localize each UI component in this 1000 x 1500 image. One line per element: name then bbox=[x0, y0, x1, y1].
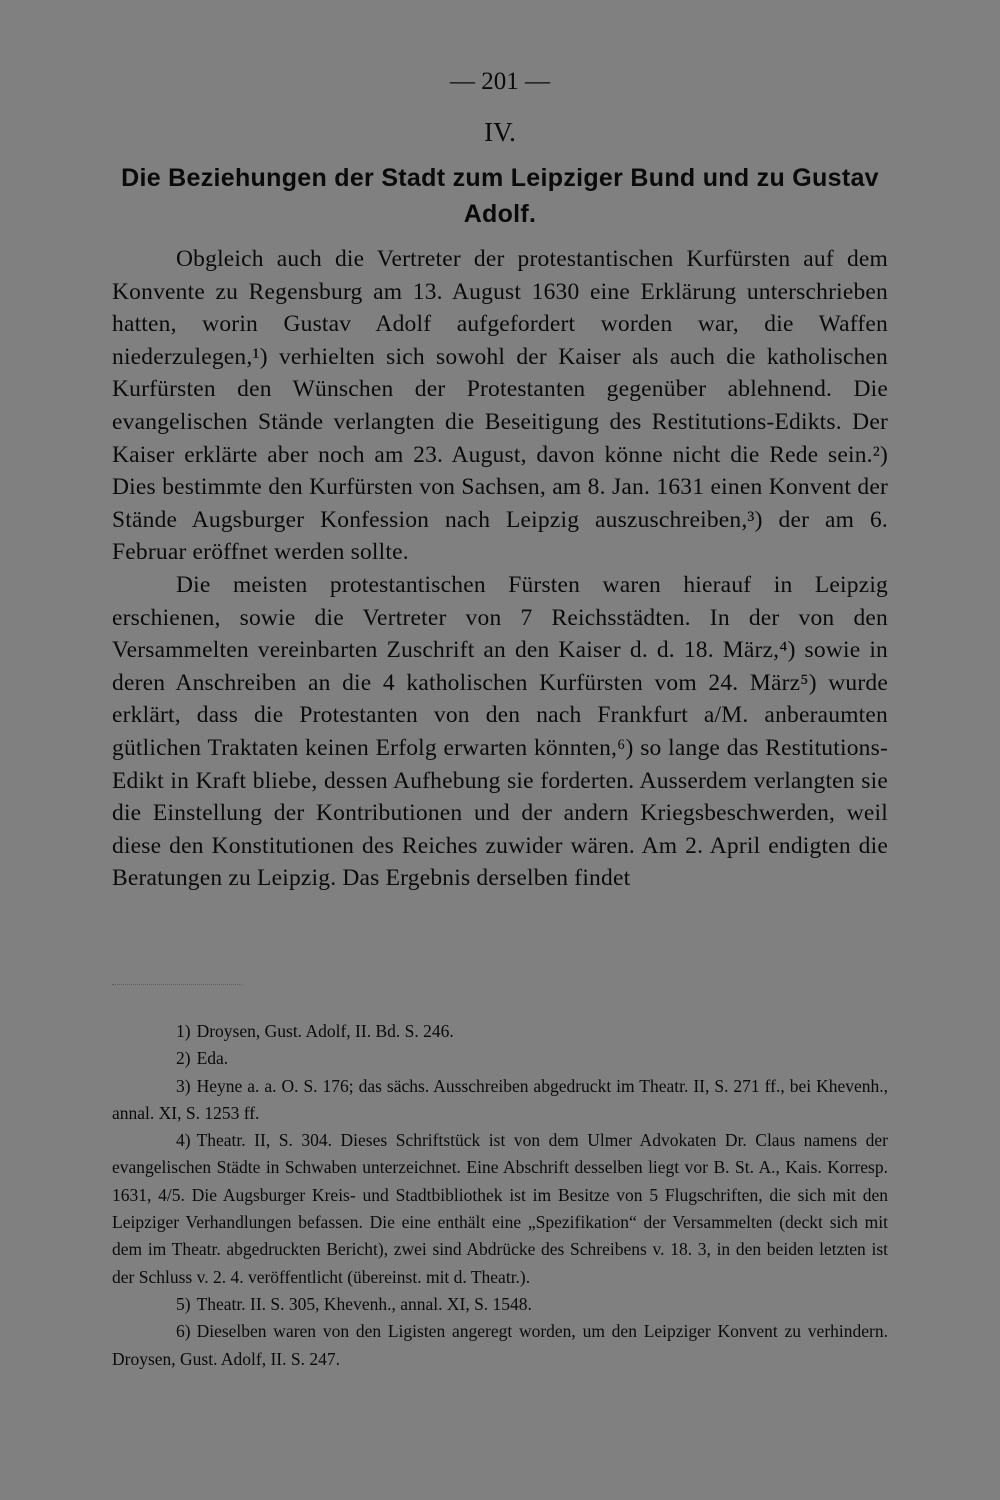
main-text bbox=[112, 243, 888, 895]
footnote-text: Heyne a. a. O. S. 176; das sächs. Ausschreiben abgedruckt im Theatr. II, S. 271 ff., bei Khevenh., annal. XI, S. 1253 ff. bbox=[112, 1075, 888, 1123]
footnote-number: 6) bbox=[176, 1321, 191, 1342]
footnote bbox=[112, 1018, 888, 1045]
footnote bbox=[112, 1127, 888, 1291]
footnote-text: Droysen, Gust. Adolf, II. Bd. S. 246. bbox=[196, 1021, 454, 1041]
footnote bbox=[112, 1318, 888, 1373]
chapter-title: Die Beziehungen der Stadt zum Leipziger Bund und zu Gustav Adolf. bbox=[121, 164, 879, 228]
footnote-number: 4) bbox=[176, 1130, 191, 1151]
footnote bbox=[112, 1291, 888, 1318]
footnote-text: Theatr. II, S. 304. Dieses Schriftstück ist von dem Ulmer Advokaten Dr. Claus namens der evangelischen Städte in Schwaben unterzeichnet. Eine Abschrift desselben liegt vor B. St. A., Kais. Korresp. 1631, 4/5. Die Augsburger Kreis- und Stadtbibliothek ist im Besitze von 5 Flugschriften, die sich mit den Leipziger Verhandlungen befassen. Die eine enthält eine „Spezifikation“ der Versammelten (deckt sich mit dem im Theatr. abgedruckten Bericht), zwei sind Abdrücke des Schreibens v. 18. 3, in den beiden letzten ist der Schluss v. 2. 4. veröffentlicht (übereinst. mit d. Theatr.). bbox=[112, 1130, 888, 1287]
footnote-text: Eda. bbox=[196, 1048, 229, 1069]
section-number: IV. bbox=[484, 117, 516, 147]
footnote-number: 3) bbox=[176, 1075, 191, 1096]
paragraph: Obgleich auch die Vertreter der protestantischen Kurfürsten auf dem Konvente zu Regensburg am 13. August 1630 eine Erklärung unterschrieben hatten, worin Gustav Adolf aufgefordert worden war, die Waffen niederzulegen,¹) verhielten sich sowohl der Kaiser als auch die katholischen Kurfürsten den Wünschen der Protestanten gegenüber ablehnend. Die evangelischen Stände verlangten die Beseitigung des Restitutions-Edikts. Der Kaiser erklärte aber noch am 23. August, davon könne nicht die Rede sein.²) Dies bestimmte den Kurfürsten von Sachsen, am 8. Jan. 1631 einen Konvent der Stände Augsburger Konfession nach Leipzig auszuschreiben,³) der am 6. Februar eröffnet werden sollte. bbox=[112, 246, 888, 566]
paragraph: Die meisten protestantischen Fürsten waren hierauf in Leipzig erschienen, sowie die Vertreter von 7 Reichsstädten. In der von den Versammelten vereinbarten Zuschrift an den Kaiser d. d. 18. März,⁴) sowie in deren Anschreiben an die 4 katholischen Kurfürsten vom 24. März⁵) wurde erklärt, dass die Protestanten von den nach Frankfurt a/M. anberaumten gütlichen Traktaten keinen Erfolg erwarten könnten,⁶) so lange das Restitutions-Edikt in Kraft bliebe, dessen Aufhebung sie forderten. Ausserdem verlangten sie die Einstellung der Kontributionen und der andern Kriegsbeschwerden, weil diese den Konstitutionen des Reiches zuwider wären. Am 2. April endigten die Beratungen zu Leipzig. Das Ergebnis derselben findet bbox=[112, 571, 888, 892]
footnote bbox=[112, 1045, 888, 1072]
page-number: — 201 — bbox=[450, 68, 550, 95]
footnote bbox=[112, 1073, 888, 1128]
book-page bbox=[112, 0, 888, 1500]
footnote-text: Theatr. II. S. 305, Khevenh., annal. XI, S. 1548. bbox=[196, 1293, 532, 1314]
footnote-number: 2) bbox=[176, 1048, 191, 1069]
footnotes bbox=[112, 1018, 888, 1373]
footnote-number: 1) bbox=[176, 1021, 191, 1041]
footnote-separator bbox=[112, 984, 242, 985]
footnote-text: Dieselben waren von den Ligisten angeregt worden, um den Leipziger Konvent zu verhindern. Droysen, Gust. Adolf, II. S. 247. bbox=[112, 1321, 888, 1369]
footnote-number: 5) bbox=[176, 1293, 191, 1314]
